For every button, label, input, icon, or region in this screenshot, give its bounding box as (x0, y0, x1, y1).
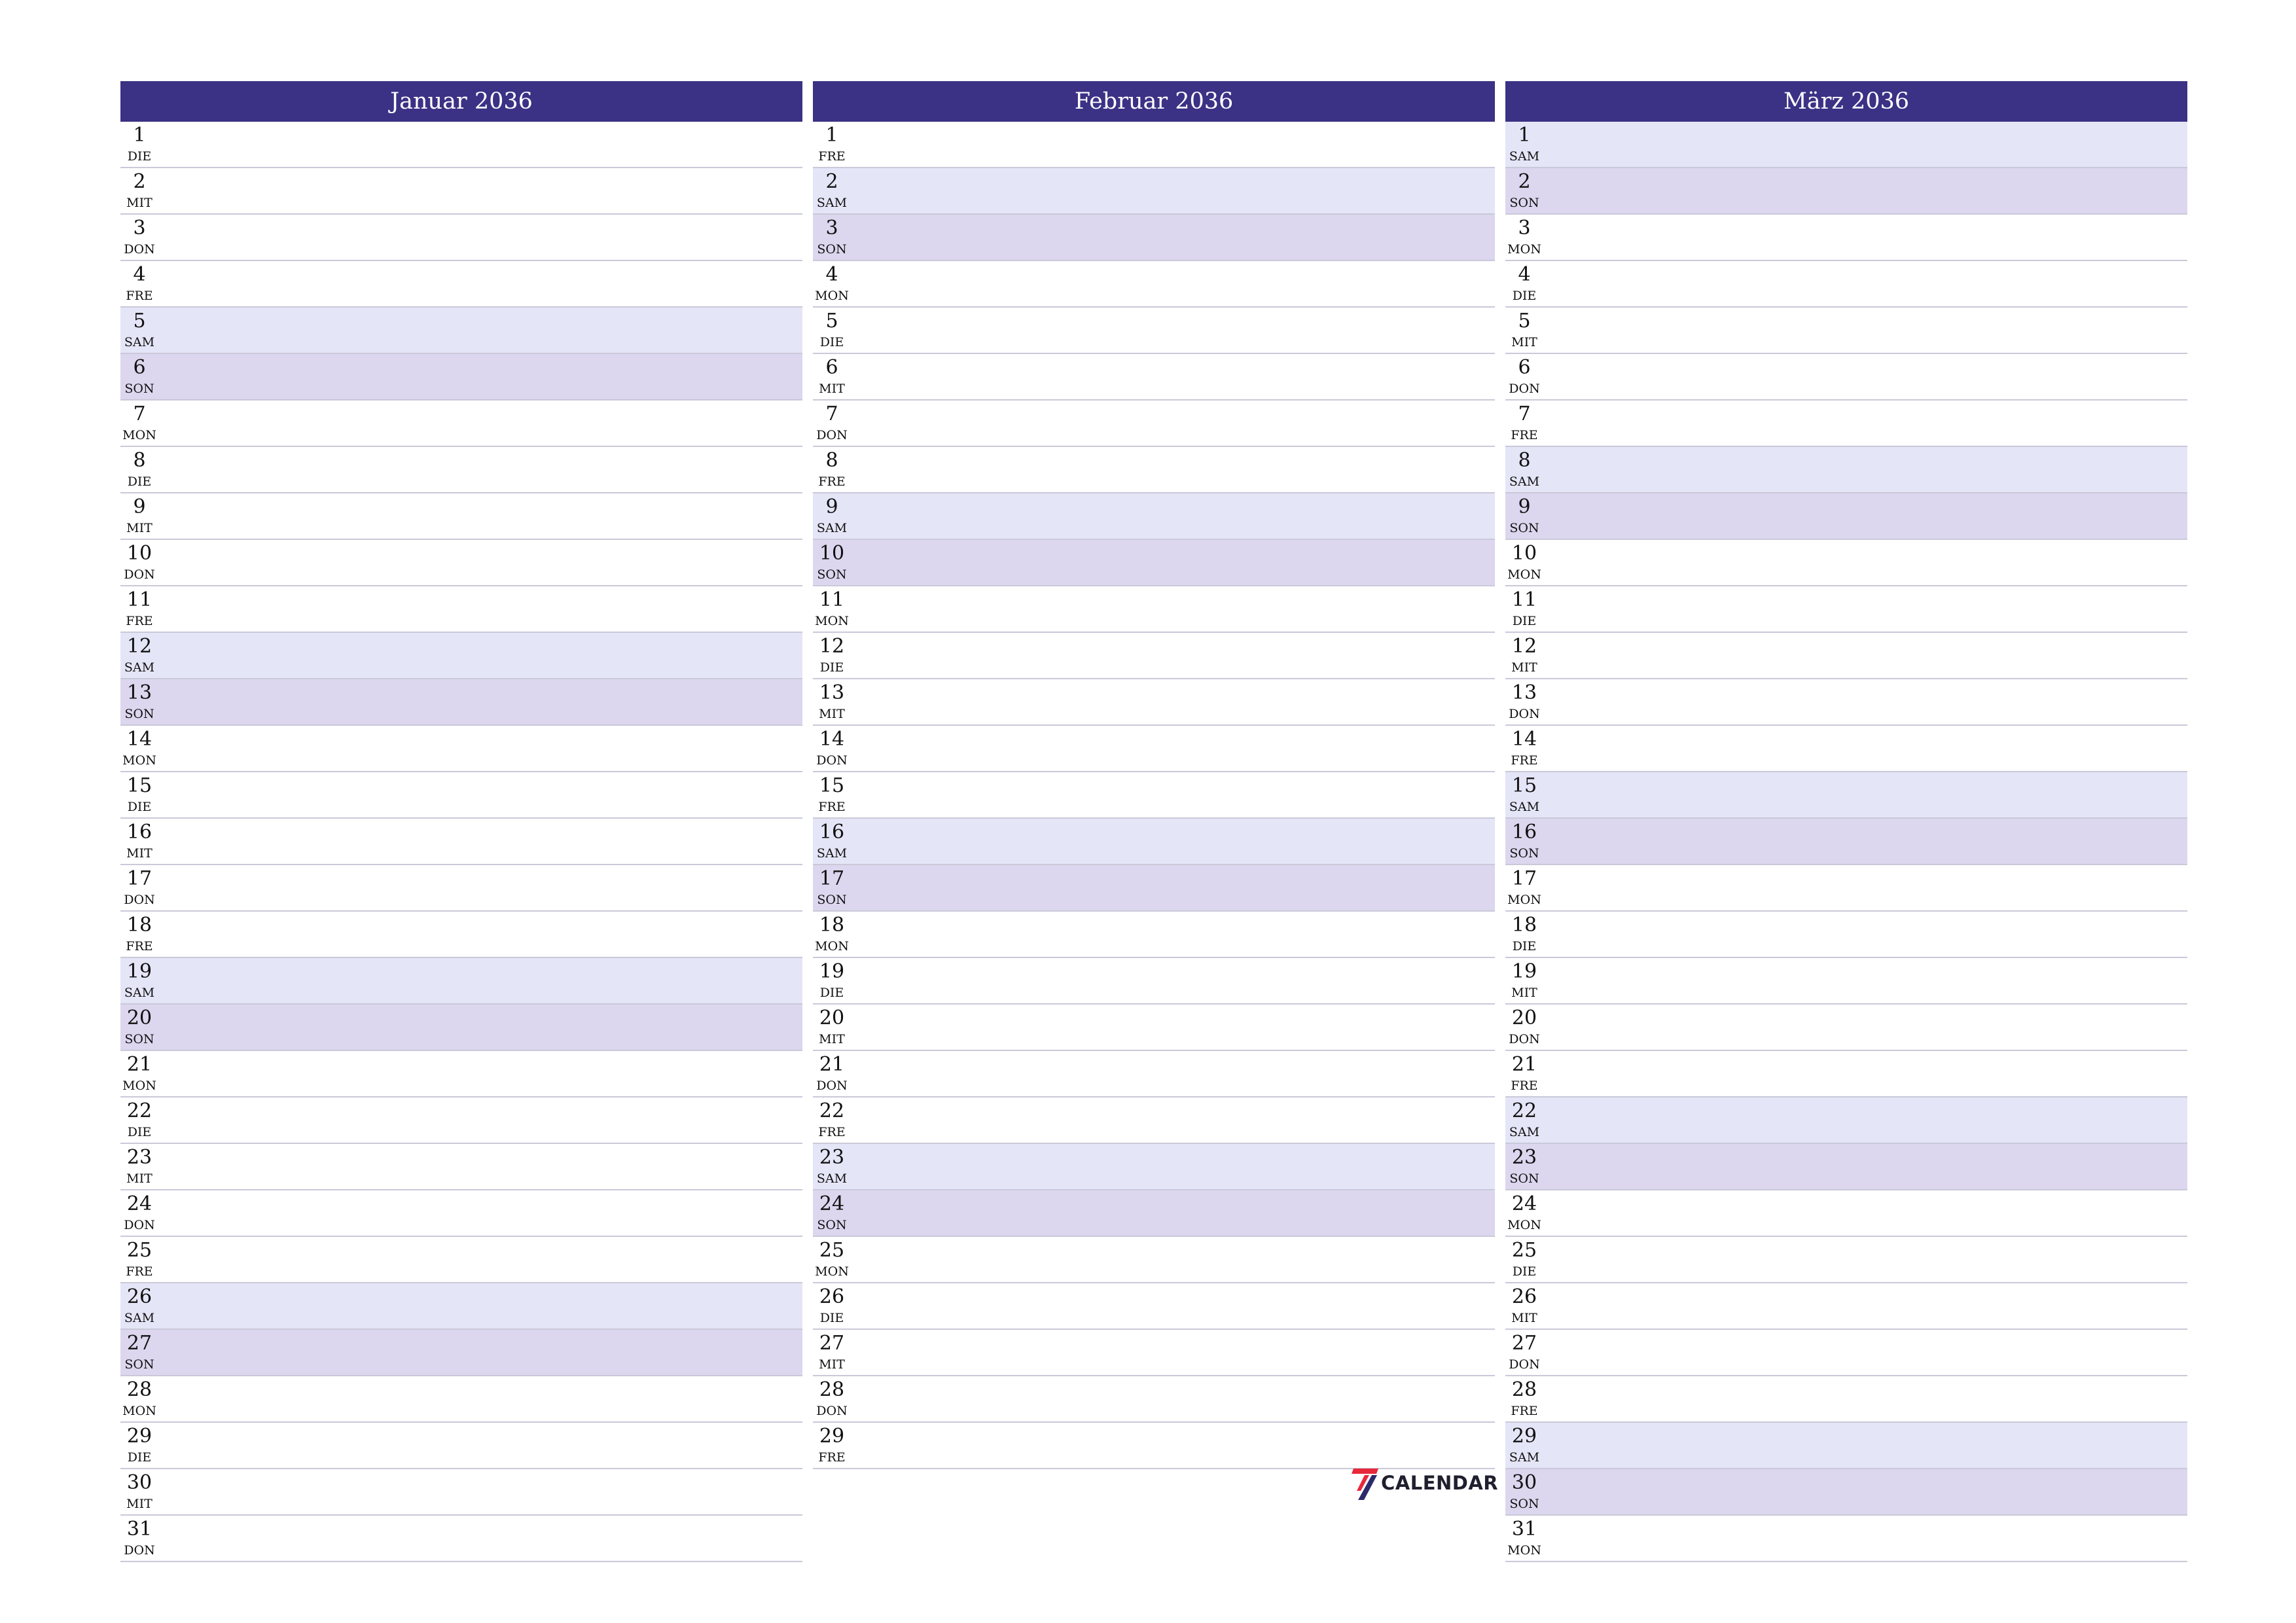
weekday-label: MIT (819, 1032, 845, 1046)
weekday-label: DON (816, 753, 848, 768)
weekday-label: MIT (819, 707, 845, 721)
day-row (120, 1005, 802, 1051)
day-row (1505, 1144, 2187, 1190)
day-number: 12 (819, 635, 845, 658)
weekday-label: MIT (819, 1357, 845, 1372)
day-number: 18 (126, 914, 152, 936)
weekday-label: FRE (126, 1264, 153, 1279)
day-row (1505, 1097, 2187, 1144)
day-number: 26 (1511, 1285, 1537, 1308)
day-row (120, 122, 802, 168)
day-number: 14 (126, 728, 152, 751)
weekday-label: FRE (818, 149, 846, 164)
day-row (120, 865, 802, 912)
day-number: 7 (825, 402, 838, 425)
day-row (1505, 540, 2187, 586)
weekday-label: MIT (1511, 335, 1537, 349)
weekday-label: FRE (1511, 1404, 1538, 1418)
day-number: 10 (126, 542, 152, 565)
day-number: 16 (1511, 821, 1537, 844)
weekday-label: SAM (124, 660, 155, 675)
day-row (813, 1283, 1495, 1330)
day-number: 1 (1518, 124, 1531, 147)
month-header: Januar 2036 (120, 81, 802, 122)
day-row (1505, 1423, 2187, 1469)
day-row (1505, 633, 2187, 679)
day-number: 16 (819, 821, 845, 844)
day-row (120, 1097, 802, 1144)
day-number: 29 (126, 1425, 152, 1448)
day-number: 29 (819, 1425, 845, 1448)
weekday-label: DON (816, 1079, 848, 1093)
day-number: 23 (819, 1146, 845, 1169)
weekday-label: MIT (126, 196, 152, 210)
day-number: 31 (126, 1518, 152, 1541)
day-number: 28 (819, 1378, 845, 1401)
day-row (1505, 1190, 2187, 1237)
weekday-label: SON (1509, 1497, 1539, 1511)
weekday-label: SON (817, 242, 847, 257)
day-number: 11 (819, 588, 845, 611)
day-row (120, 168, 802, 215)
day-number: 26 (126, 1285, 152, 1308)
day-number: 14 (1511, 728, 1537, 751)
day-row (120, 1330, 802, 1376)
day-number: 6 (825, 356, 838, 379)
weekday-label: MON (122, 428, 156, 442)
day-number: 11 (1511, 588, 1537, 611)
day-row (813, 1330, 1495, 1376)
day-number: 25 (819, 1239, 845, 1262)
day-number: 27 (819, 1332, 845, 1355)
day-row (813, 1051, 1495, 1097)
day-row (813, 1005, 1495, 1051)
weekday-label: MON (1507, 1543, 1541, 1558)
day-number: 5 (825, 310, 838, 332)
weekday-label: DON (124, 1543, 155, 1558)
day-row (1505, 1376, 2187, 1423)
day-number: 24 (126, 1192, 152, 1215)
day-row (120, 493, 802, 540)
day-row (120, 1469, 802, 1516)
day-number: 23 (1511, 1146, 1537, 1169)
day-number: 20 (819, 1007, 845, 1029)
weekday-label: DON (124, 567, 155, 582)
weekday-label: FRE (126, 614, 153, 628)
weekday-label: FRE (1511, 753, 1538, 768)
day-row (813, 447, 1495, 493)
day-row (1505, 726, 2187, 772)
day-row (120, 1190, 802, 1237)
day-number: 19 (819, 960, 845, 983)
day-row (813, 1423, 1495, 1469)
day-number: 19 (126, 960, 152, 983)
day-row (1505, 1283, 2187, 1330)
weekday-label: DIE (819, 1311, 844, 1325)
day-number: 28 (126, 1378, 152, 1401)
day-row (1505, 1051, 2187, 1097)
weekday-label: SON (124, 707, 154, 721)
weekday-label: FRE (818, 474, 846, 489)
weekday-label: MON (122, 1404, 156, 1418)
weekday-label: MIT (819, 382, 845, 396)
weekday-label: SAM (816, 846, 848, 861)
weekday-label: SAM (1509, 474, 1540, 489)
day-number: 1 (825, 124, 838, 147)
day-number: 10 (819, 542, 845, 565)
day-row (120, 447, 802, 493)
day-row (813, 772, 1495, 819)
month-header: März 2036 (1505, 81, 2187, 122)
weekday-label: SAM (124, 986, 155, 1000)
day-row (1505, 1330, 2187, 1376)
day-row (1505, 772, 2187, 819)
month-column-february (813, 81, 1495, 1469)
day-number: 3 (133, 217, 146, 240)
weekday-label: SON (124, 1032, 154, 1046)
day-number: 3 (1518, 217, 1531, 240)
day-number: 8 (133, 449, 146, 472)
weekday-label: SAM (1509, 149, 1540, 164)
day-row (813, 1376, 1495, 1423)
month-header: Februar 2036 (813, 81, 1495, 122)
day-row (813, 122, 1495, 168)
day-number: 5 (1518, 310, 1531, 332)
day-row (120, 354, 802, 401)
day-row (813, 1097, 1495, 1144)
day-number: 23 (126, 1146, 152, 1169)
day-number: 21 (819, 1053, 845, 1076)
weekday-label: DON (816, 1404, 848, 1418)
day-row (1505, 168, 2187, 215)
day-number: 27 (126, 1332, 152, 1355)
day-number: 12 (126, 635, 152, 658)
day-row (1505, 354, 2187, 401)
day-number: 31 (1511, 1518, 1537, 1541)
weekday-label: SON (1509, 196, 1539, 210)
day-number: 24 (1511, 1192, 1537, 1215)
day-row (120, 1237, 802, 1283)
weekday-label: SON (1509, 846, 1539, 861)
day-number: 2 (825, 170, 838, 193)
day-number: 19 (1511, 960, 1537, 983)
day-row (813, 1144, 1495, 1190)
day-row (1505, 122, 2187, 168)
day-number: 30 (126, 1471, 152, 1494)
day-row (1505, 819, 2187, 865)
weekday-label: MIT (126, 1497, 152, 1511)
day-number: 4 (1518, 263, 1531, 286)
weekday-label: MON (1507, 1218, 1541, 1232)
weekday-label: MON (815, 939, 849, 954)
day-row (120, 679, 802, 726)
weekday-label: MON (1507, 567, 1541, 582)
day-row (813, 586, 1495, 633)
day-row (120, 958, 802, 1005)
weekday-label: DIE (1512, 939, 1537, 954)
day-row (813, 726, 1495, 772)
weekday-label: MON (815, 289, 849, 303)
weekday-label: SON (124, 1357, 154, 1372)
weekday-label: MON (815, 1264, 849, 1279)
weekday-label: DON (1509, 1032, 1540, 1046)
day-number: 18 (1511, 914, 1537, 936)
logo-text: CALENDAR (1381, 1472, 1499, 1494)
day-number: 20 (1511, 1007, 1537, 1029)
day-number: 20 (126, 1007, 152, 1029)
day-row (1505, 1005, 2187, 1051)
weekday-label: DIE (127, 474, 152, 489)
brand-logo (1350, 1465, 1499, 1503)
day-row (1505, 958, 2187, 1005)
day-number: 17 (819, 867, 845, 890)
weekday-label: DIE (127, 1125, 152, 1139)
day-row (813, 679, 1495, 726)
day-number: 21 (126, 1053, 152, 1076)
weekday-label: SAM (124, 1311, 155, 1325)
day-number: 21 (1511, 1053, 1537, 1076)
weekday-label: MON (1507, 893, 1541, 907)
weekday-label: SON (124, 382, 154, 396)
day-row (1505, 401, 2187, 447)
weekday-label: DON (816, 428, 848, 442)
day-row (813, 540, 1495, 586)
weekday-label: MIT (126, 846, 152, 861)
weekday-label: MON (815, 614, 849, 628)
day-number: 4 (825, 263, 838, 286)
day-row (813, 215, 1495, 261)
day-row (120, 1376, 802, 1423)
day-number: 17 (1511, 867, 1537, 890)
day-number: 24 (819, 1192, 845, 1215)
day-number: 29 (1511, 1425, 1537, 1448)
weekday-label: MON (1507, 242, 1541, 257)
day-row (120, 586, 802, 633)
weekday-label: DON (1509, 382, 1540, 396)
weekday-label: FRE (126, 939, 153, 954)
weekday-label: MIT (126, 1171, 152, 1186)
day-row (1505, 447, 2187, 493)
weekday-label: DIE (1512, 289, 1537, 303)
weekday-label: FRE (126, 289, 153, 303)
weekday-label: SAM (816, 196, 848, 210)
weekday-label: DIE (127, 800, 152, 814)
day-row (120, 1283, 802, 1330)
day-row (813, 401, 1495, 447)
day-number: 7 (133, 402, 146, 425)
weekday-label: MON (122, 1079, 156, 1093)
weekday-label: SAM (816, 1171, 848, 1186)
day-row (1505, 586, 2187, 633)
day-number: 5 (133, 310, 146, 332)
day-row (813, 1237, 1495, 1283)
weekday-label: FRE (818, 1450, 846, 1465)
weekday-label: DIE (819, 986, 844, 1000)
weekday-label: SON (817, 1218, 847, 1232)
day-number: 9 (133, 495, 146, 518)
day-row (120, 819, 802, 865)
weekday-label: FRE (818, 1125, 846, 1139)
day-row (120, 540, 802, 586)
day-row (813, 168, 1495, 215)
weekday-label: DIE (127, 149, 152, 164)
day-number: 15 (1511, 774, 1537, 797)
weekday-label: DON (1509, 707, 1540, 721)
day-list (813, 122, 1495, 1469)
day-row (813, 261, 1495, 308)
day-row (813, 912, 1495, 958)
day-number: 25 (126, 1239, 152, 1262)
day-row (1505, 1237, 2187, 1283)
weekday-label: FRE (1511, 428, 1538, 442)
day-number: 17 (126, 867, 152, 890)
day-number: 30 (1511, 1471, 1537, 1494)
day-number: 2 (133, 170, 146, 193)
day-list (120, 122, 802, 1562)
day-row (120, 772, 802, 819)
day-number: 28 (1511, 1378, 1537, 1401)
weekday-label: SAM (1509, 1125, 1540, 1139)
weekday-label: MIT (1511, 1311, 1537, 1325)
day-number: 11 (126, 588, 152, 611)
day-number: 1 (133, 124, 146, 147)
day-row (120, 215, 802, 261)
day-number: 2 (1518, 170, 1531, 193)
day-number: 13 (126, 681, 152, 704)
day-number: 6 (133, 356, 146, 379)
weekday-label: FRE (818, 800, 846, 814)
day-row (1505, 865, 2187, 912)
day-row (1505, 1516, 2187, 1562)
weekday-label: SON (817, 567, 847, 582)
weekday-label: MIT (1511, 660, 1537, 675)
weekday-label: DON (124, 893, 155, 907)
day-row (1505, 1469, 2187, 1516)
day-number: 13 (1511, 681, 1537, 704)
weekday-label: DIE (127, 1450, 152, 1465)
seven-logo-icon (1350, 1466, 1380, 1501)
weekday-label: DON (1509, 1357, 1540, 1372)
weekday-label: SAM (816, 521, 848, 535)
day-number: 9 (1518, 495, 1531, 518)
day-row (813, 819, 1495, 865)
day-number: 16 (126, 821, 152, 844)
day-row (813, 865, 1495, 912)
weekday-label: DIE (1512, 1264, 1537, 1279)
weekday-label: FRE (1511, 1079, 1538, 1093)
day-number: 6 (1518, 356, 1531, 379)
month-column-january (120, 81, 802, 1562)
day-row (813, 493, 1495, 540)
day-row (120, 308, 802, 354)
day-number: 18 (819, 914, 845, 936)
weekday-label: SON (1509, 1171, 1539, 1186)
day-number: 8 (1518, 449, 1531, 472)
day-number: 15 (126, 774, 152, 797)
weekday-label: DIE (819, 335, 844, 349)
day-number: 9 (825, 495, 838, 518)
weekday-label: MON (122, 753, 156, 768)
day-row (120, 726, 802, 772)
day-number: 3 (825, 217, 838, 240)
weekday-label: MIT (126, 521, 152, 535)
day-row (120, 1051, 802, 1097)
day-number: 8 (825, 449, 838, 472)
day-row (1505, 493, 2187, 540)
weekday-label: SAM (1509, 800, 1540, 814)
day-number: 12 (1511, 635, 1537, 658)
day-row (1505, 215, 2187, 261)
day-row (120, 261, 802, 308)
day-number: 27 (1511, 1332, 1537, 1355)
day-row (1505, 308, 2187, 354)
day-number: 22 (1511, 1099, 1537, 1122)
weekday-label: SAM (124, 335, 155, 349)
day-number: 22 (126, 1099, 152, 1122)
day-list (1505, 122, 2187, 1562)
day-row (813, 354, 1495, 401)
day-row (1505, 679, 2187, 726)
day-row (813, 1190, 1495, 1237)
day-number: 14 (819, 728, 845, 751)
day-row (120, 912, 802, 958)
day-row (120, 1516, 802, 1562)
logo-red-bar (1352, 1469, 1378, 1474)
weekday-label: DON (124, 242, 155, 257)
day-number: 25 (1511, 1239, 1537, 1262)
day-number: 26 (819, 1285, 845, 1308)
day-row (120, 633, 802, 679)
weekday-label: SAM (1509, 1450, 1540, 1465)
day-row (813, 958, 1495, 1005)
weekday-label: DIE (819, 660, 844, 675)
weekday-label: DON (124, 1218, 155, 1232)
day-number: 13 (819, 681, 845, 704)
day-row (120, 1144, 802, 1190)
day-row (1505, 261, 2187, 308)
day-number: 7 (1518, 402, 1531, 425)
day-number: 4 (133, 263, 146, 286)
day-number: 10 (1511, 542, 1537, 565)
day-row (120, 401, 802, 447)
day-number: 15 (819, 774, 845, 797)
weekday-label: MIT (1511, 986, 1537, 1000)
day-row (120, 1423, 802, 1469)
weekday-label: SON (817, 893, 847, 907)
day-row (1505, 912, 2187, 958)
weekday-label: DIE (1512, 614, 1537, 628)
day-row (813, 308, 1495, 354)
month-column-march (1505, 81, 2187, 1562)
weekday-label: SON (1509, 521, 1539, 535)
day-number: 22 (819, 1099, 845, 1122)
day-row (813, 633, 1495, 679)
